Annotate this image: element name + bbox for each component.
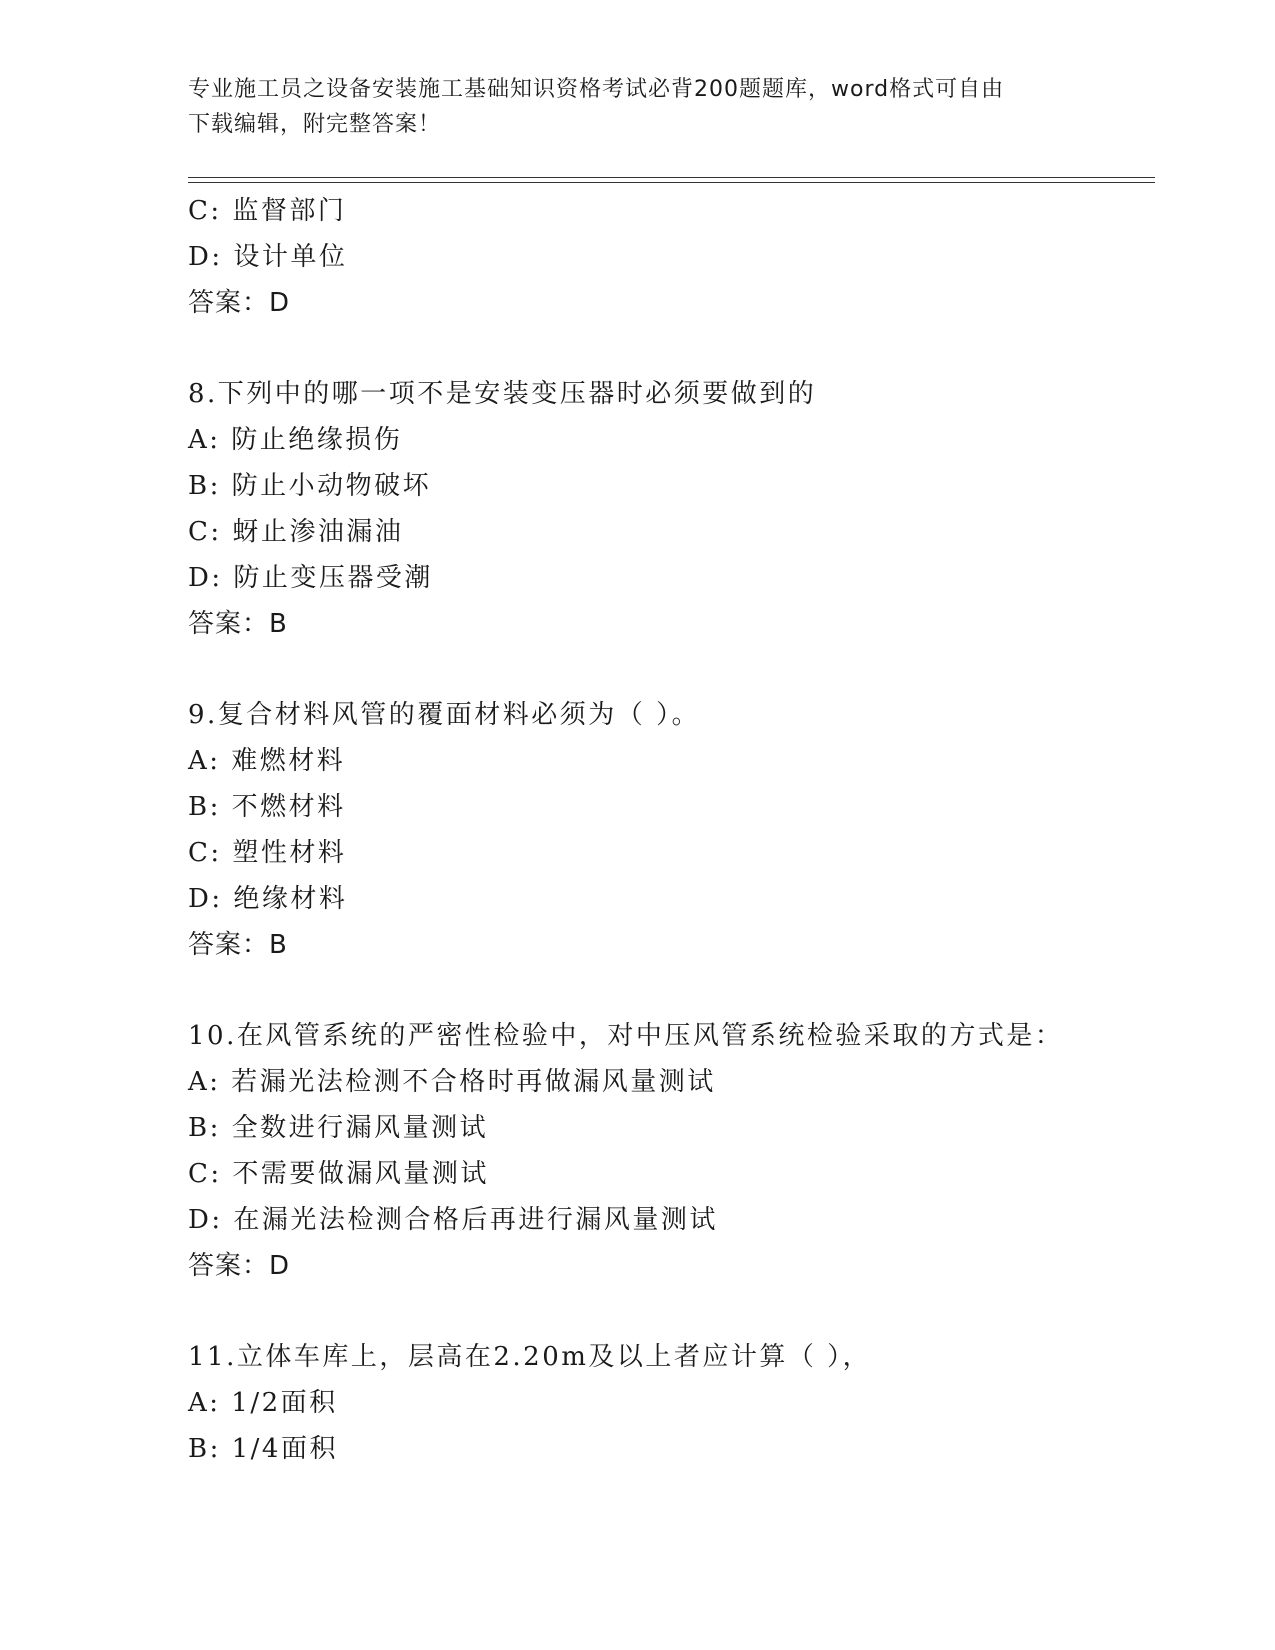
- option-c: C: 塑性材料: [188, 838, 347, 868]
- option-a: A: 难燃材料: [188, 746, 346, 776]
- option-a: A: 若漏光法检测不合格时再做漏风量测试: [188, 1067, 716, 1097]
- option-a: A: 1/2面积: [188, 1388, 338, 1418]
- spacer: [188, 647, 1148, 692]
- header-divider-top: [188, 177, 1155, 178]
- question-stem: 9.复合材料风管的覆面材料必须为（ ）。: [188, 700, 701, 730]
- question-10: [188, 1013, 1148, 1289]
- option-a: A: 防止绝缘损伤: [188, 425, 403, 455]
- answer-label: 答案：D: [188, 1251, 291, 1281]
- question-7-fragment: [188, 188, 1148, 326]
- spacer: [188, 1289, 1148, 1334]
- answer-label: 答案：B: [188, 609, 288, 639]
- question-stem: 11.立体车库上，层高在2.20m及以上者应计算（ ），: [188, 1342, 872, 1372]
- option-b: B: 不燃材料: [188, 792, 346, 822]
- spacer: [188, 968, 1148, 1013]
- question-8: [188, 371, 1148, 647]
- option-c: C: 蚜止渗油漏油: [188, 517, 404, 547]
- question-list: [188, 188, 1148, 1472]
- option-b: B: 防止小动物破坏: [188, 471, 432, 501]
- option-c: C: 不需要做漏风量测试: [188, 1159, 489, 1189]
- option-d: D: 绝缘材料: [188, 884, 348, 914]
- option-d: D: 防止变压器受潮: [188, 563, 433, 593]
- question-11: [188, 1334, 1148, 1472]
- option-b: B: 1/4面积: [188, 1434, 338, 1464]
- answer-label: 答案：B: [188, 930, 288, 960]
- question-9: [188, 692, 1148, 968]
- option-b: B: 全数进行漏风量测试: [188, 1113, 489, 1143]
- option-c: C: 监督部门: [188, 196, 347, 226]
- option-d: D: 设计单位: [188, 242, 348, 272]
- question-stem: 10.在风管系统的严密性检验中，对中压风管系统检验采取的方式是：: [188, 1021, 1064, 1051]
- question-stem: 8.下列中的哪一项不是安装变压器时必须要做到的: [188, 379, 817, 409]
- spacer: [188, 326, 1148, 371]
- answer-label: 答案：D: [188, 288, 291, 318]
- document-header: [188, 72, 1068, 142]
- option-d: D: 在漏光法检测合格后再进行漏风量测试: [188, 1205, 718, 1235]
- header-line-1: 专业施工员之设备安装施工基础知识资格考试必背200题题库，word格式可自由: [188, 77, 1005, 102]
- header-line-2: 下载编辑，附完整答案！: [188, 112, 442, 137]
- header-divider-bottom: [188, 182, 1155, 183]
